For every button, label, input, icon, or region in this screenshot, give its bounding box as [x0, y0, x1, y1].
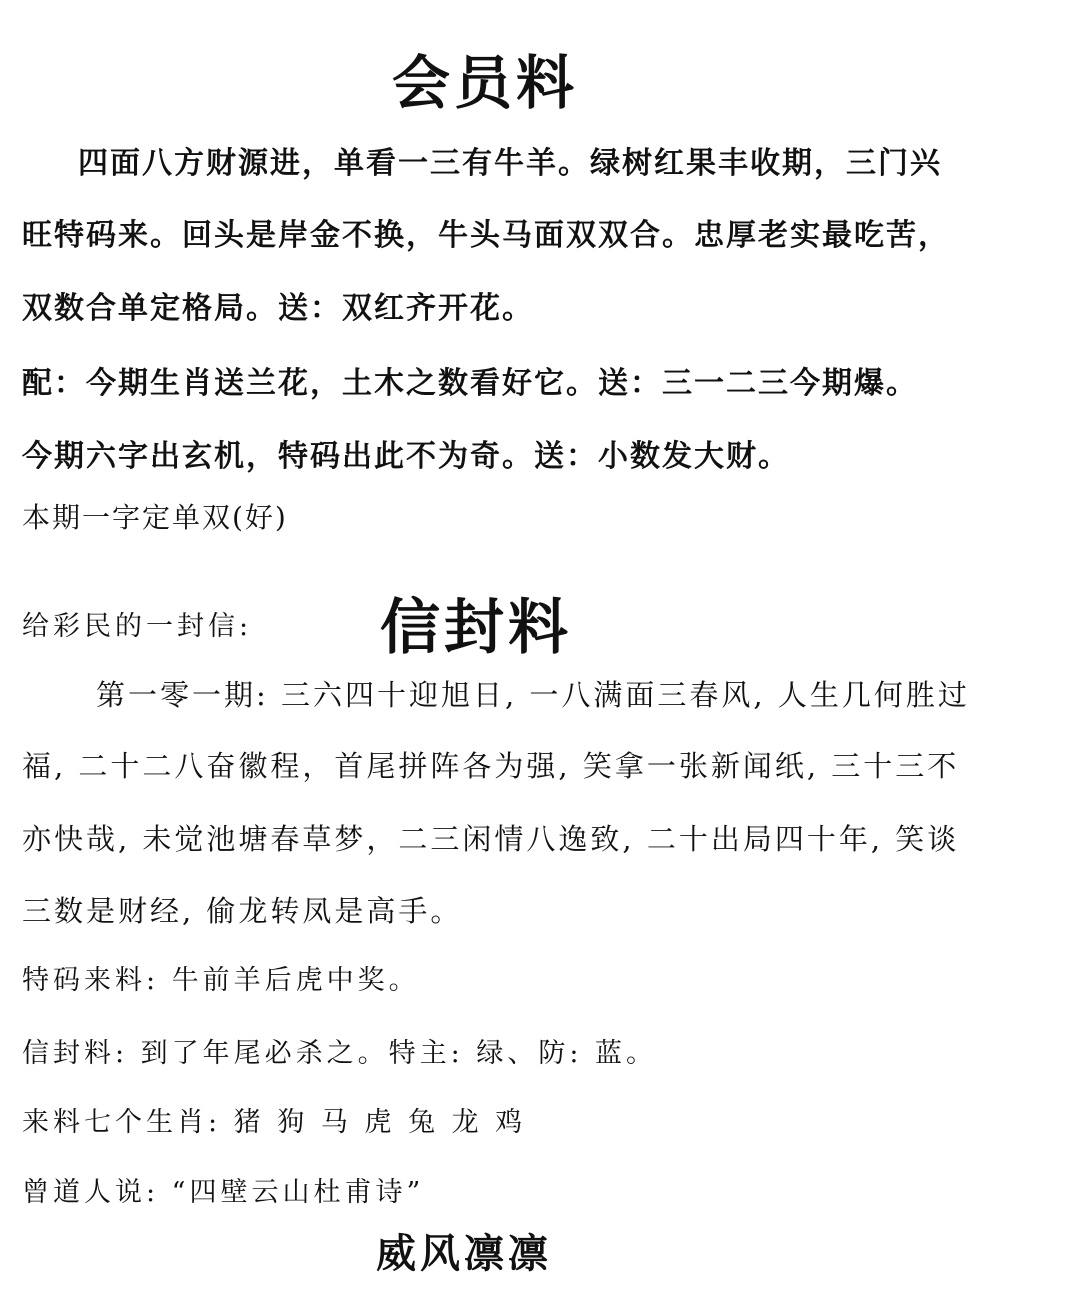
six-char-line: 今期六字出玄机，特码出此不为奇。送：小数发大财。: [22, 439, 790, 474]
envelope-material-line: 信封料: 到了年尾必杀之。特主: 绿、防: 蓝。: [22, 1038, 658, 1069]
taoist-saying-line: 曾道人说: “四壁云山杜甫诗”: [22, 1177, 425, 1208]
member-paragraph-line-2: 旺特码来。回头是岸金不换，牛头马面双双合。忠厚老实最吃苦，: [22, 218, 950, 253]
envelope-paragraph-line-1: 第一零一期: 三六四十迎旭日, 一八满面三春风, 人生几何胜过: [96, 678, 970, 712]
letter-label: 给彩民的一封信:: [22, 611, 253, 642]
envelope-paragraph-line-3: 亦快哉, 未觉池塘春草梦，二三闲情八逸致, 二十出局四十年, 笑谈: [22, 822, 960, 856]
seven-zodiac-line: 来料七个生肖: 猪 狗 马 虎 兔 龙 鸡: [22, 1107, 527, 1138]
envelope-paragraph-line-4: 三数是财经, 偷龙转凤是高手。: [22, 894, 463, 928]
one-char-line: 本期一字定单双(好): [22, 501, 288, 534]
footer-title: 威风凛凛: [376, 1231, 552, 1277]
envelope-title: 信封料: [380, 593, 572, 663]
special-code-line: 特码来料: 牛前羊后虎中奖。: [22, 965, 420, 996]
envelope-paragraph-line-2: 福, 二十二八奋徽程，首尾拼阵各为强, 笑拿一张新闻纸, 三十三不: [22, 749, 960, 783]
member-title: 会员料: [392, 49, 579, 117]
pei-line: 配：今期生肖送兰花，土木之数看好它。送：三一二三今期爆。: [22, 366, 918, 401]
member-paragraph-line-1: 四面八方财源进，单看一三有牛羊。绿树红果丰收期，三门兴: [78, 146, 942, 181]
member-paragraph-line-3: 双数合单定格局。送：双红齐开花。: [22, 291, 534, 326]
